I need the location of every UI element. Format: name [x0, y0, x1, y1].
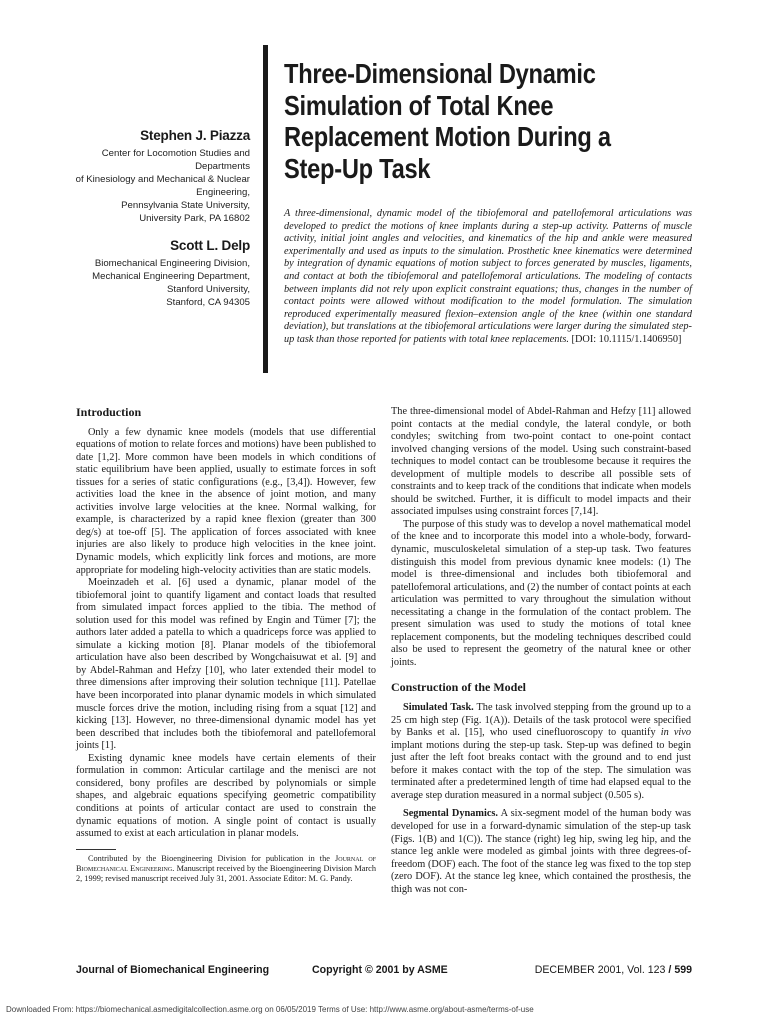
abstract: [284, 208, 692, 347]
author-name: Stephen J. Piazza: [140, 128, 250, 143]
affiliation-line: University Park, PA 16802: [139, 213, 250, 225]
affiliation-line: Stanford, CA 94305: [166, 296, 250, 308]
affiliation-line: Mechanical Engineering Department,: [92, 270, 250, 282]
title-divider-bar: [263, 45, 268, 373]
footnote-prefix: Contributed by the Bioengineering Division for publication in the: [88, 853, 330, 863]
footer-journal: Journal of Biomechanical Engineering: [76, 964, 270, 976]
paper-title: [284, 58, 662, 184]
paragraph: The purpose of this study was to develop a novel mathematical model of the knee and to incorporate this model into a whole-body, forward-dynamic, musculoskeletal simulation of a step-up task. Two features distinguish this model from previous dynamic knee models: (1) The model is three-dimensional and includes both tibiofemoral and patellofemoral articulations, and (2) the number of contact points at each articulation was permitted to vary throughout the simulation without necessitating a change in the formulation of the contact problem. The present simulation was used to study the motions of total knee replacement components, but the modeling techniques described could also be used to represent the geometry of the natural knee or other joints.: [391, 518, 691, 668]
author-list: [50, 128, 250, 309]
affiliation-line: of Kinesiology and Mechanical & Nuclear: [75, 174, 250, 186]
title-line: Replacement Motion During a: [284, 121, 611, 152]
subsection-label: Simulated Task.: [403, 702, 474, 714]
paragraph: Moeinzadeh et al. [6] used a dynamic, planar model of the tibiofemoral joint to quantify ligament and contact loads that resulted from simulated impact forces applied to the tibia. The method of solution used for this model was refined by Engin and Tümer [7]; the authors later added a patella to which a quadriceps force was applied to simulate a kicking motion [8]. Planar models of the tibiofemoral articulation have also been described by Wongchaisuwat et al. [9] and by Abdel-Rahman and Hefzy [10], who later extended their model to three dimensions after improving their solution technique [11]. Patellae have been incorporated into planar dynamic models in which simulated muscle forces drive the motion, including rising from a squat [12] and kicking [13]. However, no three-dimensional dynamic model has yet been described that includes both the tibiofemoral and patellofemoral joints [1].: [76, 577, 376, 752]
section-heading-introduction: Introduction: [76, 405, 142, 419]
author-affiliation: [50, 257, 250, 309]
title-line: Step-Up Task: [284, 152, 431, 184]
footnote: [76, 854, 376, 885]
download-notice: Downloaded From: https://biomechanical.asmedigitalcollection.asme.org on 06/05/2019 Terms of Use: http://www.asme.org/about-asme/terms-of-use: [6, 1005, 534, 1014]
paragraph: The three-dimensional model of Abdel-Rahman and Hefzy [11] allowed point contacts at the medial condyle, the lateral condyle, or both condyles; switching from two-point contact to one-point contact involved changing versions of the model. Using such constraint-based techniques to model contact can be troublesome because it requires the development of multiple models to describe all possible sets of constraints and to keep track of the conditions that indicate when models should be switched. Further, it is difficult to model impacts and their associated impulses using constraint forces [7,14].: [391, 406, 691, 518]
title-line: Simulation of Total Knee: [284, 89, 554, 121]
footer-issue: [535, 964, 692, 976]
paragraph-text: implant motions during the step-up task. Step-up was defined to begin just after the left foot breaks contact with the ground and to end just before it makes contact with the top of the step. The simulation was terminated after a predetermined length of time had elapsed equal to the average step duration measured in a normal subject (0.505 s).: [391, 739, 691, 801]
footnote-rule: [76, 849, 116, 850]
author-affiliation: [50, 147, 250, 226]
page-number: 599: [674, 964, 692, 976]
italic-term: in vivo: [660, 727, 692, 739]
title-line: Three-Dimensional Dynamic: [284, 58, 596, 89]
paragraph-segmental-dynamics: [391, 808, 691, 896]
affiliation-line: Center for Locomotion Studies and Departments: [101, 148, 250, 173]
footer-copyright: Copyright © 2001 by ASME: [312, 964, 448, 976]
footer-issue-text: DECEMBER 2001, Vol. 123: [534, 964, 666, 976]
footnote-suffix: . Manuscript received by the Bioengineering Division March 2, 1999; revised manuscript received July 31, 2001. Associate Editor: M. G. Pandy.: [76, 863, 376, 883]
affiliation-line: Pennsylvania State University,: [121, 200, 250, 212]
abstract-text: A three-dimensional, dynamic model of the tibiofemoral and patellofemoral articulations was developed to predict the motions of knee implants during a step-up activity. Patterns of muscle activity, initial joint angles and velocities, and kinematics of the hip and ankle were measured experimentally and used as inputs to the simulation. Prosthetic knee kinematics were determined by integration of dynamic equations of motion subject to forces generated by muscles, ligaments, and contact at both the tibiofemoral and patellofemoral articulations. The modeling of contacts between implants did not rely upon explicit constraint equations; thus, changes in the number of contact points were allowed without modification to the model formulation. The simulation reproduced experimentally measured flexion–extension angle of the knee (within one standard deviation), but translations at the tibiofemoral articulations were larger during the simulated step-up task than those reported for patients with total knee replacements.: [284, 208, 692, 345]
paragraph: Existing dynamic knee models have certain elements of their formulation in common: Articular cartilage and the menisci are not considered, bony profiles are described by polynomials or simple shapes, and algebraic equations specifying geometric compatibility conditions at points of articular contact are used to constrain the dynamic equations of motion. A single point of contact is usually assumed to exist at each articulation in planar models.: [76, 752, 376, 840]
paragraph-simulated-task: [391, 702, 691, 802]
footnote-journal: Journal of Biomechanical Engineering: [76, 853, 376, 873]
affiliation-line: Biomechanical Engineering Division,: [94, 257, 250, 269]
subsection-label: Segmental Dynamics.: [403, 808, 498, 820]
author-block: [50, 128, 250, 226]
paragraph-text: The task involved stepping from the ground up to a 25 cm high step (Fig. 1(A)). Details of the task protocol were specified by Banks et al. [15], who used cinefluoroscopy to quantify: [391, 702, 691, 739]
paragraph: Only a few dynamic knee models (models that use differential equations of motion to relate forces and motions) have been published to date [1,2]. More common have been models in which conditions of static equilibrium have been applied, usually to estimate forces in soft tissues for a series of static configurations (e.g., [3,4]). However, few activities load the knee in the absence of joint motion, and many activities involve large velocities at the knee. Normal walking, for example, is characterized by a rapid knee flexion (greater than 300 deg/s) at toe-off [5]. The application of forces associated with knee injuries are also likely to produce high velocities in the knee joint. Dynamic models, which explicitly link forces and motions, are more appropriate for modeling high-velocity activities than are static models.: [76, 426, 376, 576]
affiliation-line: Engineering,: [196, 187, 250, 199]
left-column: [76, 406, 376, 884]
section-heading-construction: Construction of the Model: [391, 680, 526, 695]
doi-link[interactable]: [DOI: 10.1115/1.1406950]: [571, 333, 682, 345]
affiliation-line: Stanford University,: [167, 283, 250, 295]
paragraph-text: A six-segment model of the human body was developed for use in a forward-dynamic simulation of the step-up task (Figs. 1(B) and 1(C)). The stance (right) leg hip, swing leg hip, and the stance leg ankle were modeled as gimbal joints with three degrees-of-freedom (DOF) each. The foot of the stance leg was fixed to the top step (zero DOF). At the stance leg knee, which contained the prosthesis, the thigh was not con-: [391, 808, 691, 895]
author-name: Scott L. Delp: [170, 237, 250, 253]
author-block: [50, 238, 250, 309]
right-column: [391, 406, 691, 896]
footer-separator: /: [668, 964, 672, 976]
